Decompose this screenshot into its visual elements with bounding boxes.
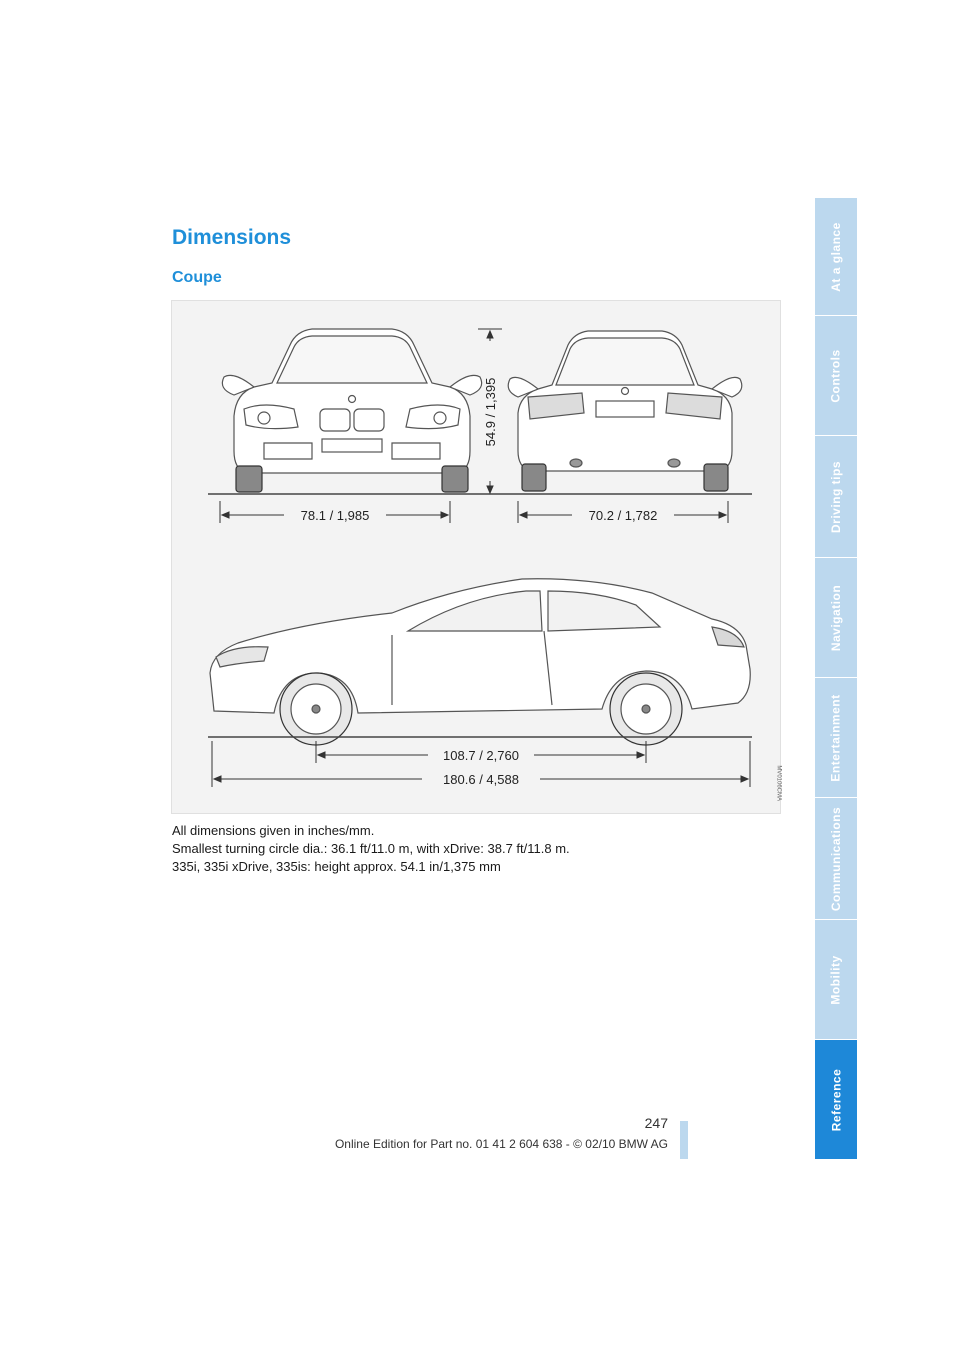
tab-label: Mobility xyxy=(829,954,844,1005)
page-heading: Dimensions xyxy=(172,226,292,249)
tab-label: Controls xyxy=(829,348,843,403)
note-units: All dimensions given in inches/mm. xyxy=(172,823,375,838)
tab-label: Reference xyxy=(829,1068,843,1131)
front-width-label: 78.1 / 1,985 xyxy=(300,508,370,523)
section-subheading: Coupe xyxy=(172,269,222,286)
page-number: 247 xyxy=(644,1115,668,1131)
section-tabs xyxy=(815,198,857,1160)
tab-driving-tips[interactable] xyxy=(815,436,857,558)
tab-label: Communications xyxy=(829,806,843,911)
wheelbase-label: 108.7 / 2,760 xyxy=(443,748,519,763)
tab-label: Entertainment xyxy=(829,693,843,782)
tab-controls[interactable] xyxy=(815,316,857,436)
dimensions-figure xyxy=(171,300,781,814)
tab-entertainment[interactable] xyxy=(815,678,857,798)
figure-code: MV0106CMA xyxy=(776,765,782,801)
dimension-notes xyxy=(172,822,732,876)
car-side-view xyxy=(210,579,750,745)
tab-reference[interactable] xyxy=(815,1040,857,1160)
tab-label: Navigation xyxy=(829,584,843,651)
tab-label: Driving tips xyxy=(829,460,844,533)
tab-at-a-glance[interactable] xyxy=(815,198,857,316)
tab-navigation[interactable] xyxy=(815,558,857,678)
tab-label: At a glance xyxy=(829,221,843,292)
height-label: 54.9 / 1,395 xyxy=(483,377,498,447)
tab-communications[interactable] xyxy=(815,798,857,920)
tab-mobility[interactable] xyxy=(815,920,857,1040)
car-dimension-drawing xyxy=(172,301,782,815)
length-label: 180.6 / 4,588 xyxy=(443,772,519,787)
rear-width-label: 70.2 / 1,782 xyxy=(588,508,658,523)
page-marker xyxy=(680,1121,688,1159)
car-rear-view xyxy=(508,331,742,491)
note-turning-circle: Smallest turning circle dia.: 36.1 ft/11.0 m, with xDrive: 38.7 ft/11.8 m. xyxy=(172,841,570,856)
footer-edition: Online Edition for Part no. 01 41 2 604 638 - © 02/10 BMW AG xyxy=(334,1137,668,1151)
car-front-view xyxy=(222,329,481,492)
note-height-variant: 335i, 335i xDrive, 335is: height approx. 54.1 in/1,375 mm xyxy=(172,859,501,874)
